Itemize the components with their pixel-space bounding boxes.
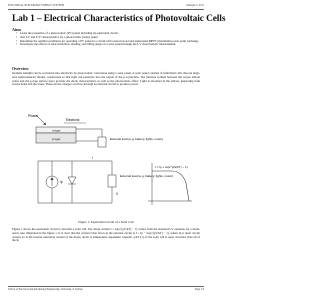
diode-icon: [68, 177, 76, 184]
photon-arrowhead: [43, 123, 46, 126]
voltage-label: V: [116, 192, 119, 196]
photon-label: Photon: [28, 114, 39, 118]
page-header: [8, 3, 204, 10]
aims-item: • Learn the properties of a photovoltaic (PV) panel including its equivalent circuit.: [16, 32, 202, 36]
body-paragraph: Figure 1 shows the equivalent circuit to describe a solar cell. The diode current I = Io(e^(qV/kT) − 1) comes from the standard I-V equation for a diode, and is also illustrated in the figure 1. It is clear that the current I that flows in the external circuit is I = Ip − Io(e^(qV/kT) − 1), where Ip is short circuit current, Io is the reverse saturation current of the diode, and k is temperature dependent constant, q/kT [1]. If the solar cell is open circuited, then all of the Ip: [12, 227, 200, 243]
current-label: I: [92, 156, 93, 160]
p-type-label: p-type: [52, 137, 61, 141]
wire-top: [76, 129, 102, 137]
aims-item: • Test I-V and P-V characteristics for a photovoltaic (solar) panel.: [16, 36, 202, 40]
aims-item: • Investigate the effects of solar insolation, shading, and tilting angle on a solar panel through the I-V characteristic measurement.: [16, 43, 202, 47]
header-semester: Semester 2, 2011: [186, 4, 204, 7]
page-footer: [8, 286, 204, 292]
ip-label: Ip: [60, 180, 63, 184]
equivalent-circuit-figure: [22, 113, 194, 217]
aims-item: • Determine the optimal conditions for operating a PV panel in a circuit with a known load and understand MPPT (maximum power point tracking).: [16, 40, 202, 44]
load-label-bottom: External load (e.g. battery, lights, motor): [120, 174, 174, 178]
header-course: ELECTRICAL/ELECTRONIC ENERGY SYSTEMS: [8, 4, 65, 7]
load-resistor-top: [98, 137, 106, 147]
overview-paragraph: Incident sunlight can be converted into electricity by photovoltaic conversion using a solar panel. A solar panel consists of individual cells that are large-area semiconductor diodes, constructed so that light can penetrate into the region of the p-n junction. The junction formed between the n-type silicon wafer and the p-type surface layer governs the diode characteristics as well as the photovoltaic effect. Light is absorbed in the silicon, generating both excess holes and electrons. These excess charges can flow through an external circuit to produce power.: [12, 71, 200, 87]
page-title: Lab 1 – Electrical Characteristics of Photovoltaic Cells: [12, 14, 226, 24]
aims-list: [16, 32, 202, 47]
aims-heading: Aims: [12, 27, 22, 32]
iv-formula: I = Ip + Io(e^(qV/kT) − 1): [155, 165, 188, 169]
figure-drawing: [22, 113, 194, 217]
n-type-label: n-type: [52, 128, 61, 133]
overview-heading: Overview: [12, 66, 29, 71]
load-resistor-bottom: [108, 175, 116, 187]
electrons-label: Electrons: [66, 118, 80, 122]
figure-caption: Figure 1: Equivalent Circuit of a Solar Cell: [78, 220, 134, 224]
page-number: Page 1/4: [194, 288, 204, 292]
load-label-top: External load (e.g. battery, lights, motor): [110, 137, 164, 141]
footer-school: School of Electrical and Information Engineering, University of Sydney: [8, 288, 83, 292]
